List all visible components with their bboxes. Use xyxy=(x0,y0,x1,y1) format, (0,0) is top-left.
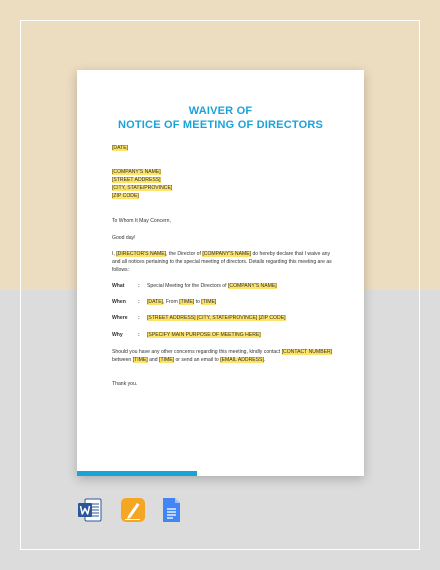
closing: Thank you. xyxy=(112,381,138,387)
date-placeholder: [DATE] xyxy=(112,145,129,151)
paragraph-contact: Should you have any other concerns regarding this meeting, kindly contact [CONTACT NUMBER] between [TIME] and [TIME] or send an email to [EMAIL ADDRESS]. xyxy=(112,349,333,363)
title-line-2: NOTICE OF MEETING OF DIRECTORS xyxy=(117,119,324,131)
what-value: Special Meeting for the Directors of [COMPANY'S NAME] xyxy=(147,283,277,289)
company-name-placeholder: [COMPANY'S NAME] xyxy=(202,251,252,257)
where-label: Where xyxy=(112,315,128,321)
date-line xyxy=(112,144,334,152)
document-title xyxy=(77,104,364,132)
director-name-placeholder: [DIRECTOR'S NAME] xyxy=(116,251,167,257)
address-block xyxy=(112,168,334,200)
why-value: [SPECIFY MAIN PURPOSE OF MEETING HERE] xyxy=(147,332,261,338)
address-zip: [ZIP CODE] xyxy=(112,193,139,199)
why-label: Why xyxy=(112,332,123,338)
paragraph-waiver: I, [DIRECTOR'S NAME], the Director of [COMPANY'S NAME] do hereby declare that I waive any and all notices pertaining to the special meeting of directors. Details regarding this meeting are as follows: xyxy=(112,251,332,273)
when-value: [DATE], From [TIME] to [TIME] xyxy=(147,299,217,305)
address-company: [COMPANY'S NAME] xyxy=(112,169,161,175)
salutation: To Whom It May Concern, xyxy=(112,218,171,224)
document-page: WAIVER OF NOTICE OF MEETING OF DIRECTORS [DATE] [COMPANY'S NAME] [STREET ADDRESS] [CITY, STATE/PROVINCE] [ZIP CODE] To Whom It May Concern, Good day! I, [DIRECTOR'S NAME], the Director of [COMPANY'S NAME] do hereby declare that I waive any and all notices pertaining to the special meeting of directors. Details regarding this meeting are as follows: What : Special Meeting for the Directors of [COMPANY'S NAME] When : [DATE], From [TIME] to [TIME] Where : [STREET ADDRESS] [CITY, STATE/PROVINCE] [ZIP CODE] Why : [SPECIFY MAIN PURPOSE OF MEETING HERE] Should you have any other concerns regarding this meeting, kindly contact [CONTACT NUMBER] between [TIME] and [TIME] or send an email to [EMAIL ADDRESS]. Thank you. xyxy=(77,70,364,476)
where-value: [STREET ADDRESS] [CITY, STATE/PROVINCE] [ZIP CODE] xyxy=(147,315,286,321)
google-docs-icon[interactable] xyxy=(158,497,184,523)
contact-number-placeholder: [CONTACT NUMBER] xyxy=(281,349,333,355)
greeting: Good day! xyxy=(112,235,136,241)
pages-icon[interactable] xyxy=(120,497,146,523)
when-label: When xyxy=(112,299,126,305)
address-city: [CITY, STATE/PROVINCE] xyxy=(112,185,173,191)
address-street: [STREET ADDRESS] xyxy=(112,177,161,183)
accent-bar xyxy=(77,471,197,476)
word-icon[interactable] xyxy=(77,497,103,523)
email-placeholder: [EMAIL ADDRESS] xyxy=(220,357,264,363)
title-line-1: WAIVER OF xyxy=(188,105,253,117)
what-label: What xyxy=(112,283,125,289)
